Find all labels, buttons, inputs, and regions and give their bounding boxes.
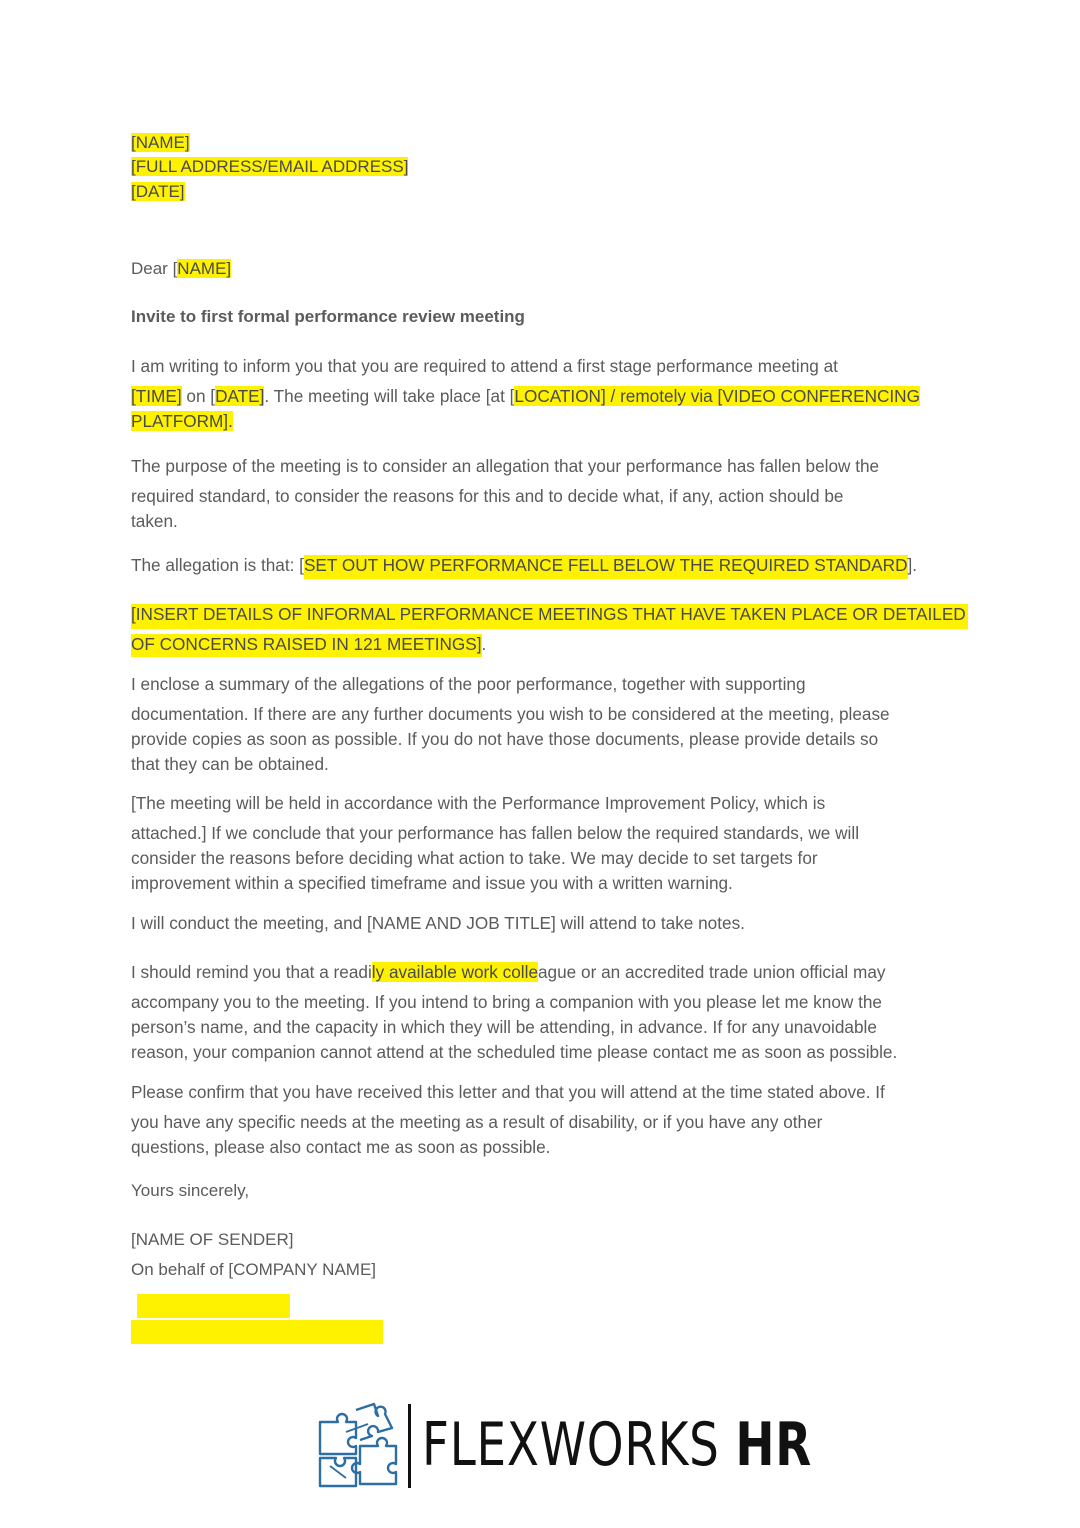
paragraph-enclosure: I enclose a summary of the allegations of the poor performance, together with supporting documentation. If there are any further documents you wish to be considered at the meeting, please provide copies as soon as possible. If you do not have those documents, please provide details so that they can be obtained. <box>131 674 890 774</box>
subject-line: Invite to first formal performance review meeting <box>131 307 525 326</box>
puzzle-icon <box>316 1402 400 1488</box>
flexworks-logo <box>316 1402 813 1492</box>
sender-company: On behalf of [COMPANY NAME] <box>131 1260 377 1279</box>
paragraph-policy: [The meeting will be held in accordance with the Performance Improvement Policy, which is attached.] If we conclude that your performance has fallen below the required standards, we will consider the reasons before deciding what action to take. We may decide to set targets for improvement within a specified timeframe and issue you with a written warning. <box>131 793 860 893</box>
signature-highlight-block-2 <box>131 1320 383 1344</box>
greeting: Dear [NAME] <box>131 259 232 278</box>
paragraph-allegation: The allegation is that: [SET OUT HOW PERFORMANCE FELL BELOW THE REQUIRED STANDARD]. <box>131 553 956 578</box>
paragraph-meeting-details: I am writing to inform you that you are required to attend a first stage performance meeting at [TIME] on [DATE]. The meeting will take place [at [LOCATION] / remotely via [VIDEO CONFERENCING PLATFORM]. <box>131 356 920 431</box>
recipient-address: [FULL ADDRESS/EMAIL ADDRESS] <box>131 157 409 176</box>
logo-divider <box>408 1404 411 1488</box>
letter-date: [DATE] <box>131 182 185 201</box>
closing: Yours sincerely, <box>131 1181 250 1200</box>
paragraph-informal-meetings: [INSERT DETAILS OF INFORMAL PERFORMANCE MEETINGS THAT HAVE TAKEN PLACE OR DETAILED OF CONCERNS RAISED IN 121 MEETINGS]. <box>131 602 956 657</box>
recipient-name: [NAME] <box>131 133 190 152</box>
paragraph-purpose: The purpose of the meeting is to consider an allegation that your performance has fallen below the required standard, to consider the reasons for this and to decide what, if any, action should be taken. <box>131 456 880 531</box>
sender-name: [NAME OF SENDER] <box>131 1230 294 1249</box>
paragraph-confirm: Please confirm that you have received this letter and that you will attend at the time stated above. If you have any specific needs at the meeting as a result of disability, or if you have any other questions, please also contact me as soon as possible. <box>131 1082 885 1157</box>
signature-highlight-block <box>137 1294 290 1318</box>
logo-wordmark: FLEXWORKS HR <box>422 1410 813 1480</box>
paragraph-companion: I should remind you that a readily available work colleague or an accredited trade union official may accompany you to the meeting. If you intend to bring a companion with you please let me know the person’s name, and the capacity in which they will be attending, in advance. If for any unavoidable reason, your companion cannot attend at the scheduled time please contact me as soon as possible. <box>131 962 898 1062</box>
paragraph-conduct: I will conduct the meeting, and [NAME AND JOB TITLE] will attend to take notes. <box>131 913 745 933</box>
